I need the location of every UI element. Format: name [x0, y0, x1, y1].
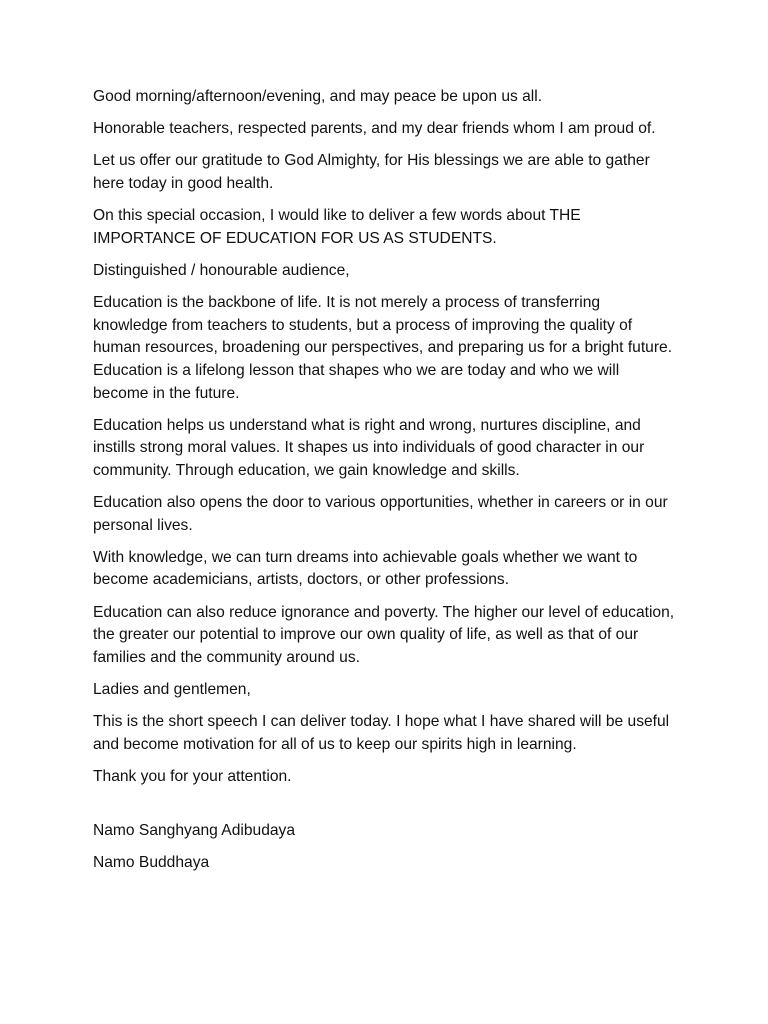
paragraph-backbone: Education is the backbone of life. It is not merely a process of transferring knowledge from teachers to students, but a process of improving the quality of human resources, broadening our perspectives, and preparing us for a bright future. Education is a lifelong lesson that shapes who we are today and who we will become in the future. [93, 294, 673, 402]
paragraph-audience: Distinguished / honourable audience, [93, 261, 350, 279]
speech-body [93, 86, 677, 874]
paragraph-salutation: Honorable teachers, respected parents, and my dear friends whom I am proud of. [93, 120, 656, 138]
paragraph-opportunities: Education also opens the door to various opportunities, whether in careers or in our personal lives. [93, 494, 668, 534]
paragraph-values: Education helps us understand what is right and wrong, nurtures discipline, and instills strong moral values. It shapes us into individuals of good character in our community. Through education, we gain knowledge and skills. [93, 416, 645, 479]
paragraph-conclusion: This is the short speech I can deliver today. I hope what I have shared will be useful and become motivation for all of us to keep our spirits high in learning. [93, 713, 670, 753]
paragraph-thanks: Thank you for your attention. [93, 767, 292, 785]
closing-line-1: Namo Sanghyang Adibudaya [93, 821, 296, 839]
paragraph-greeting: Good morning/afternoon/evening, and may peace be upon us all. [93, 88, 543, 105]
paragraph-gratitude: Let us offer our gratitude to God Almighty, for His blessings we are able to gather here today in good health. [93, 152, 650, 192]
paragraph-topic: On this special occasion, I would like to deliver a few words about THE IMPORTANCE OF EDUCATION FOR US AS STUDENTS. [93, 207, 581, 247]
paragraph-poverty: Education can also reduce ignorance and poverty. The higher our level of education, the greater our potential to improve our own quality of life, as well as that of our families and the community around us. [93, 603, 675, 666]
paragraph-dreams: With knowledge, we can turn dreams into achievable goals whether we want to become academicians, artists, doctors, or other professions. [93, 548, 638, 589]
paragraph-ladies: Ladies and gentlemen, [93, 681, 251, 698]
closing-line-2: Namo Buddhaya [93, 853, 210, 871]
